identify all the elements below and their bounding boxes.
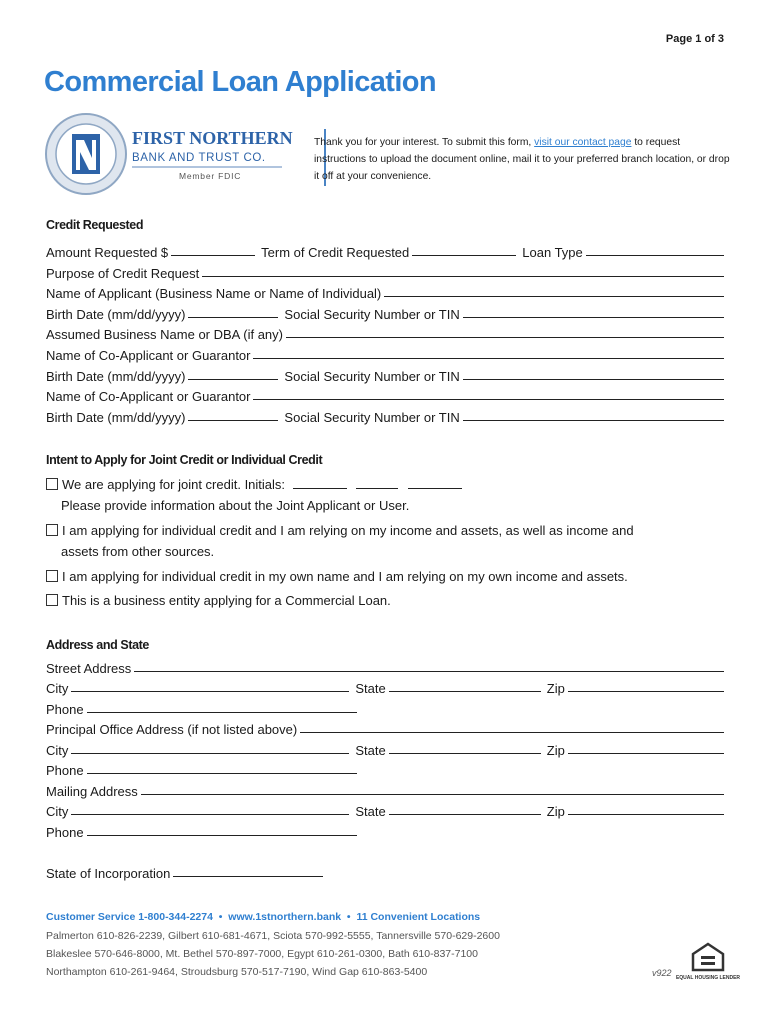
phone-field[interactable] <box>87 711 357 713</box>
row-dba: Assumed Business Name or DBA (if any) <box>46 322 724 342</box>
row-purpose: Purpose of Credit Request <box>46 261 724 281</box>
applicant-field[interactable] <box>384 295 724 297</box>
option-individual-own: I am applying for individual credit in my own name and I am relying on my own income and assets. <box>46 566 628 587</box>
principal-field[interactable] <box>300 731 724 733</box>
address-heading: Address and State <box>46 638 149 652</box>
birth-field[interactable] <box>188 419 278 421</box>
footer-contact: Customer Service 1-800-344-2274 • www.1stnorthern.bank • 11 Convenient Locations <box>46 911 481 923</box>
city-field[interactable] <box>71 752 349 754</box>
birth-field[interactable] <box>188 316 278 318</box>
seal-icon <box>46 114 126 194</box>
intent-heading: Intent to Apply for Joint Credit or Individual Credit <box>46 453 323 467</box>
credit-heading: Credit Requested <box>46 218 144 232</box>
row-city-1: City State Zip <box>46 676 724 696</box>
option-individual-other-cont: assets from other sources. <box>61 544 215 559</box>
dba-field[interactable] <box>286 336 724 338</box>
bank-logo <box>44 112 294 198</box>
row-principal: Principal Office Address (if not listed above) <box>46 717 724 737</box>
zip-field[interactable] <box>568 813 724 815</box>
row-birth-3: Birth Date (mm/dd/yyyy) Social Security Number or TIN <box>46 405 724 425</box>
row-phone-2: Phone <box>46 758 724 778</box>
row-birth-2: Birth Date (mm/dd/yyyy) Social Security Number or TIN <box>46 364 724 384</box>
ssn-field[interactable] <box>463 419 724 421</box>
joint-checkbox[interactable] <box>46 478 58 490</box>
page-number: Page 1 of 3 <box>665 33 724 45</box>
locations-count: 11 Convenient Locations <box>356 911 481 923</box>
customer-service: Customer Service 1-800-344-2274 <box>46 911 213 923</box>
state-field[interactable] <box>389 813 541 815</box>
footer-locations-3: Northampton 610-261-9464, Stroudsburg 570-517-7190, Wind Gap 610-863-5400 <box>46 966 428 978</box>
row-city-3: City State Zip <box>46 799 724 819</box>
website-link[interactable]: www.1stnorthern.bank <box>228 911 342 923</box>
state-field[interactable] <box>389 690 541 692</box>
equal-housing-lender-icon <box>675 942 741 982</box>
phone-field[interactable] <box>87 772 357 774</box>
row-mailing: Mailing Address <box>46 779 724 799</box>
contact-page-link[interactable]: visit our contact page <box>534 137 632 148</box>
zip-field[interactable] <box>568 690 724 692</box>
page-title: Commercial Loan Application <box>44 66 437 98</box>
city-field[interactable] <box>71 813 349 815</box>
amount-field[interactable] <box>171 254 255 256</box>
logo-name: FIRST NORTHERN <box>132 128 293 148</box>
footer-locations-2: Blakeslee 570-646-8000, Mt. Bethel 570-897-7000, Egypt 610-261-0300, Bath 610-837-7100 <box>46 948 478 960</box>
phone-field[interactable] <box>87 834 357 836</box>
loan-type-field[interactable] <box>586 254 724 256</box>
ssn-field[interactable] <box>463 378 724 380</box>
row-city-2: City State Zip <box>46 738 724 758</box>
joint-note: Please provide information about the Joint Applicant or User. <box>61 498 410 513</box>
initials-field-1[interactable] <box>293 488 347 489</box>
purpose-field[interactable] <box>202 275 724 277</box>
option-joint: We are applying for joint credit. Initials: <box>46 474 462 495</box>
row-street: Street Address <box>46 656 724 676</box>
footer-locations-1: Palmerton 610-826-2239, Gilbert 610-681-4671, Sciota 570-992-5555, Tannersville 570-629-2600 <box>46 930 500 942</box>
version-label: v922 <box>652 968 672 978</box>
incorporation-field[interactable] <box>173 875 323 877</box>
initials-field-2[interactable] <box>356 488 398 489</box>
term-field[interactable] <box>412 254 516 256</box>
ssn-field[interactable] <box>463 316 724 318</box>
intro-text: Thank you for your interest. To submit this form, visit our contact page to request instructions to upload the document online, mail it to your preferred branch location, or drop it off at your convenience. <box>314 137 730 182</box>
state-field[interactable] <box>389 752 541 754</box>
zip-field[interactable] <box>568 752 724 754</box>
street-field[interactable] <box>134 670 724 672</box>
individual-own-checkbox[interactable] <box>46 570 58 582</box>
coapplicant-field[interactable] <box>253 398 724 400</box>
svg-text:EQUAL HOUSING LENDER: EQUAL HOUSING LENDER <box>675 975 741 981</box>
mailing-field[interactable] <box>141 793 724 795</box>
row-coapplicant-1: Name of Co-Applicant or Guarantor <box>46 343 724 363</box>
row-incorporation: State of Incorporation <box>46 861 724 881</box>
row-applicant: Name of Applicant (Business Name or Name of Individual) <box>46 281 724 301</box>
individual-other-checkbox[interactable] <box>46 524 58 536</box>
row-phone-3: Phone <box>46 820 724 840</box>
option-business: This is a business entity applying for a Commercial Loan. <box>46 590 391 611</box>
option-individual-other: I am applying for individual credit and I am relying on my income and assets, as well as income and <box>46 520 634 541</box>
business-checkbox[interactable] <box>46 594 58 606</box>
city-field[interactable] <box>71 690 349 692</box>
row-phone-1: Phone <box>46 697 724 717</box>
birth-field[interactable] <box>188 378 278 380</box>
row-coapplicant-2: Name of Co-Applicant or Guarantor <box>46 384 724 404</box>
logo-member: Member FDIC <box>179 171 242 181</box>
coapplicant-field[interactable] <box>253 357 724 359</box>
row-birth-1: Birth Date (mm/dd/yyyy) Social Security Number or TIN <box>46 302 724 322</box>
initials-field-3[interactable] <box>408 488 462 489</box>
row-amount: Amount Requested $ Term of Credit Requested Loan Type <box>46 240 724 260</box>
logo-sub: BANK AND TRUST CO. <box>132 152 266 164</box>
